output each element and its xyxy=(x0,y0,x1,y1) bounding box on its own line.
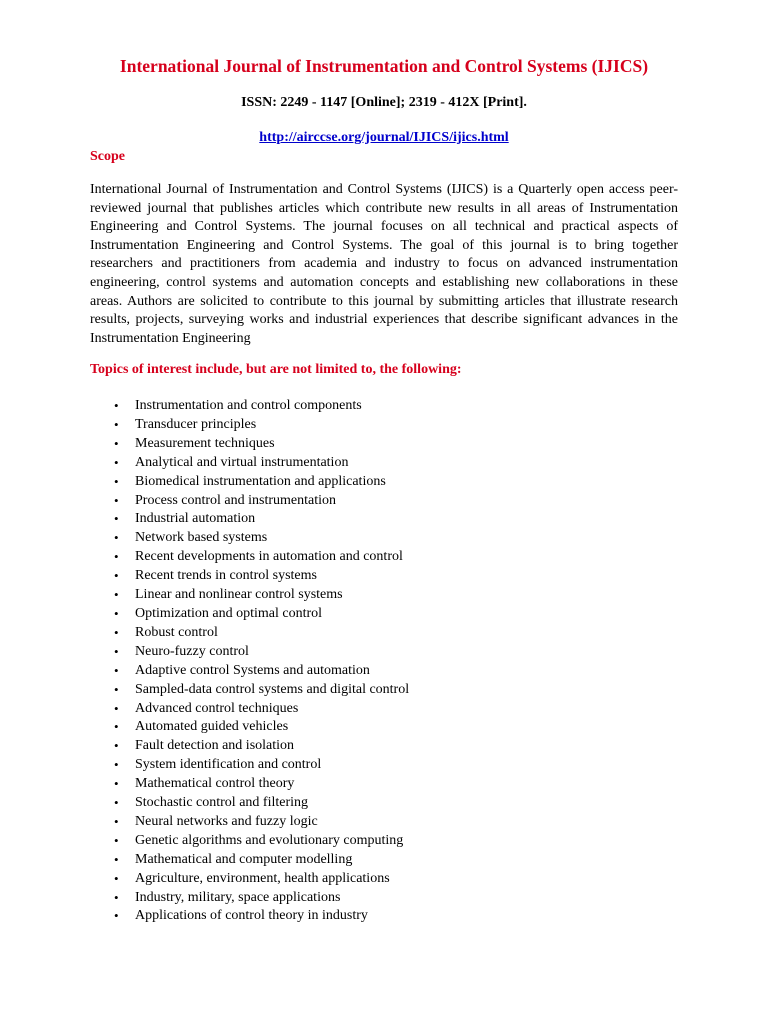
topic-item xyxy=(90,889,409,908)
topic-label: Industrial automation xyxy=(135,511,256,527)
journal-url-link[interactable]: http://airccse.org/journal/IJICS/ijics.html xyxy=(259,130,509,145)
topic-label: Instrumentation and control components xyxy=(135,398,362,413)
bullet-icon: • xyxy=(114,435,119,451)
bullet-icon: • xyxy=(114,473,119,489)
topic-label: Applications of control theory in industry xyxy=(135,908,368,924)
bullet-icon: • xyxy=(114,795,119,811)
topic-label: Fault detection and isolation xyxy=(135,738,295,754)
topic-item xyxy=(90,548,409,567)
topic-item xyxy=(90,567,409,586)
topic-item xyxy=(90,718,409,737)
topic-label: Stochastic control and filtering xyxy=(135,795,309,811)
topic-label: Linear and nonlinear control systems xyxy=(135,587,343,603)
topic-label: Optimization and optimal control xyxy=(135,605,323,621)
topics-list xyxy=(90,397,409,926)
bullet-icon: • xyxy=(114,416,119,432)
topic-item xyxy=(90,605,409,624)
topic-item xyxy=(90,700,409,719)
bullet-icon: • xyxy=(114,662,119,678)
topic-item xyxy=(90,681,409,700)
bullet-icon: • xyxy=(114,908,119,924)
topic-item xyxy=(90,397,409,416)
bullet-icon: • xyxy=(114,832,119,848)
issn-line: ISSN: 2249 - 1147 [Online]; 2319 - 412X [Print]. xyxy=(241,95,527,110)
topic-item xyxy=(90,586,409,605)
bullet-icon: • xyxy=(114,605,119,621)
scope-paragraph: International Journal of Instrumentation and Control Systems (IJICS) is a Quarterly open access peer-reviewed journal that publishes articles which contribute new results in all areas of Instrumentation Engineering and Control Systems. The journal focuses on all technical and practical aspects of Instrumentation Engineering and Control Systems. The goal of this journal is to bring together researchers and practitioners from academia and industry to focus on advanced instrumentation engineering, control systems and automation concepts and establishing new collaborations in these areas. Authors are solicited to contribute to this journal by submitting articles that illustrate research results, projects, surveying works and industrial experiences that describe significant advances in the Instrumentation Engineering xyxy=(90,182,678,346)
bullet-icon: • xyxy=(114,719,119,735)
bullet-icon: • xyxy=(114,700,119,716)
topic-item xyxy=(90,473,409,492)
topic-label: Transducer principles xyxy=(135,416,257,432)
topic-label: Process control and instrumentation xyxy=(135,492,337,508)
topic-item xyxy=(90,832,409,851)
topic-item xyxy=(90,529,409,548)
topic-item xyxy=(90,510,409,529)
topic-item xyxy=(90,775,409,794)
topic-item xyxy=(90,435,409,454)
bullet-icon: • xyxy=(114,757,119,773)
topic-label: Robust control xyxy=(135,624,218,640)
topic-label: Sampled-data control systems and digital control xyxy=(135,681,410,697)
topic-label: Advanced control techniques xyxy=(135,700,299,716)
bullet-icon: • xyxy=(114,738,119,754)
scope-heading: Scope xyxy=(90,149,125,164)
topic-label: Recent trends in control systems xyxy=(135,568,317,584)
topic-label: Industry, military, space applications xyxy=(135,889,341,905)
bullet-icon: • xyxy=(114,870,119,886)
topic-label: System identification and control xyxy=(135,757,322,773)
topic-item xyxy=(90,794,409,813)
topic-label: Biomedical instrumentation and applications xyxy=(135,473,386,489)
bullet-icon: • xyxy=(114,530,119,546)
bullet-icon: • xyxy=(114,681,119,697)
topic-label: Genetic algorithms and evolutionary computing xyxy=(135,832,404,848)
bullet-icon: • xyxy=(114,889,119,905)
topic-item xyxy=(90,416,409,435)
topic-label: Automated guided vehicles xyxy=(135,719,289,735)
bullet-icon: • xyxy=(114,624,119,640)
topic-item xyxy=(90,756,409,775)
topic-item xyxy=(90,643,409,662)
topic-item xyxy=(90,454,409,473)
topic-label: Adaptive control Systems and automation xyxy=(135,662,370,678)
topic-item xyxy=(90,492,409,511)
topic-label: Recent developments in automation and control xyxy=(135,549,403,565)
topics-heading: Topics of interest include, but are not limited to, the following: xyxy=(90,362,462,377)
bullet-icon: • xyxy=(114,643,119,659)
topic-label: Mathematical control theory xyxy=(135,776,295,792)
topic-label: Measurement techniques xyxy=(135,435,275,451)
journal-title: International Journal of Instrumentation and Control Systems (IJICS) xyxy=(119,56,649,76)
topic-item xyxy=(90,737,409,756)
topic-item xyxy=(90,870,409,889)
topic-label: Agriculture, environment, health applications xyxy=(135,870,390,886)
bullet-icon: • xyxy=(114,568,119,584)
bullet-icon: • xyxy=(114,851,119,867)
topic-item xyxy=(90,813,409,832)
topic-label: Mathematical and computer modelling xyxy=(135,851,353,867)
topic-item xyxy=(90,907,409,926)
topic-label: Neural networks and fuzzy logic xyxy=(135,813,318,829)
bullet-icon: • xyxy=(114,511,119,527)
topic-item xyxy=(90,624,409,643)
topic-item xyxy=(90,851,409,870)
bullet-icon: • xyxy=(114,398,119,413)
bullet-icon: • xyxy=(114,492,119,508)
bullet-icon: • xyxy=(114,549,119,565)
topic-label: Neuro-fuzzy control xyxy=(135,643,249,659)
topic-label: Analytical and virtual instrumentation xyxy=(135,454,349,470)
bullet-icon: • xyxy=(114,587,119,603)
bullet-icon: • xyxy=(114,813,119,829)
topic-item xyxy=(90,662,409,681)
topic-label: Network based systems xyxy=(135,530,268,546)
bullet-icon: • xyxy=(114,776,119,792)
bullet-icon: • xyxy=(114,454,119,470)
